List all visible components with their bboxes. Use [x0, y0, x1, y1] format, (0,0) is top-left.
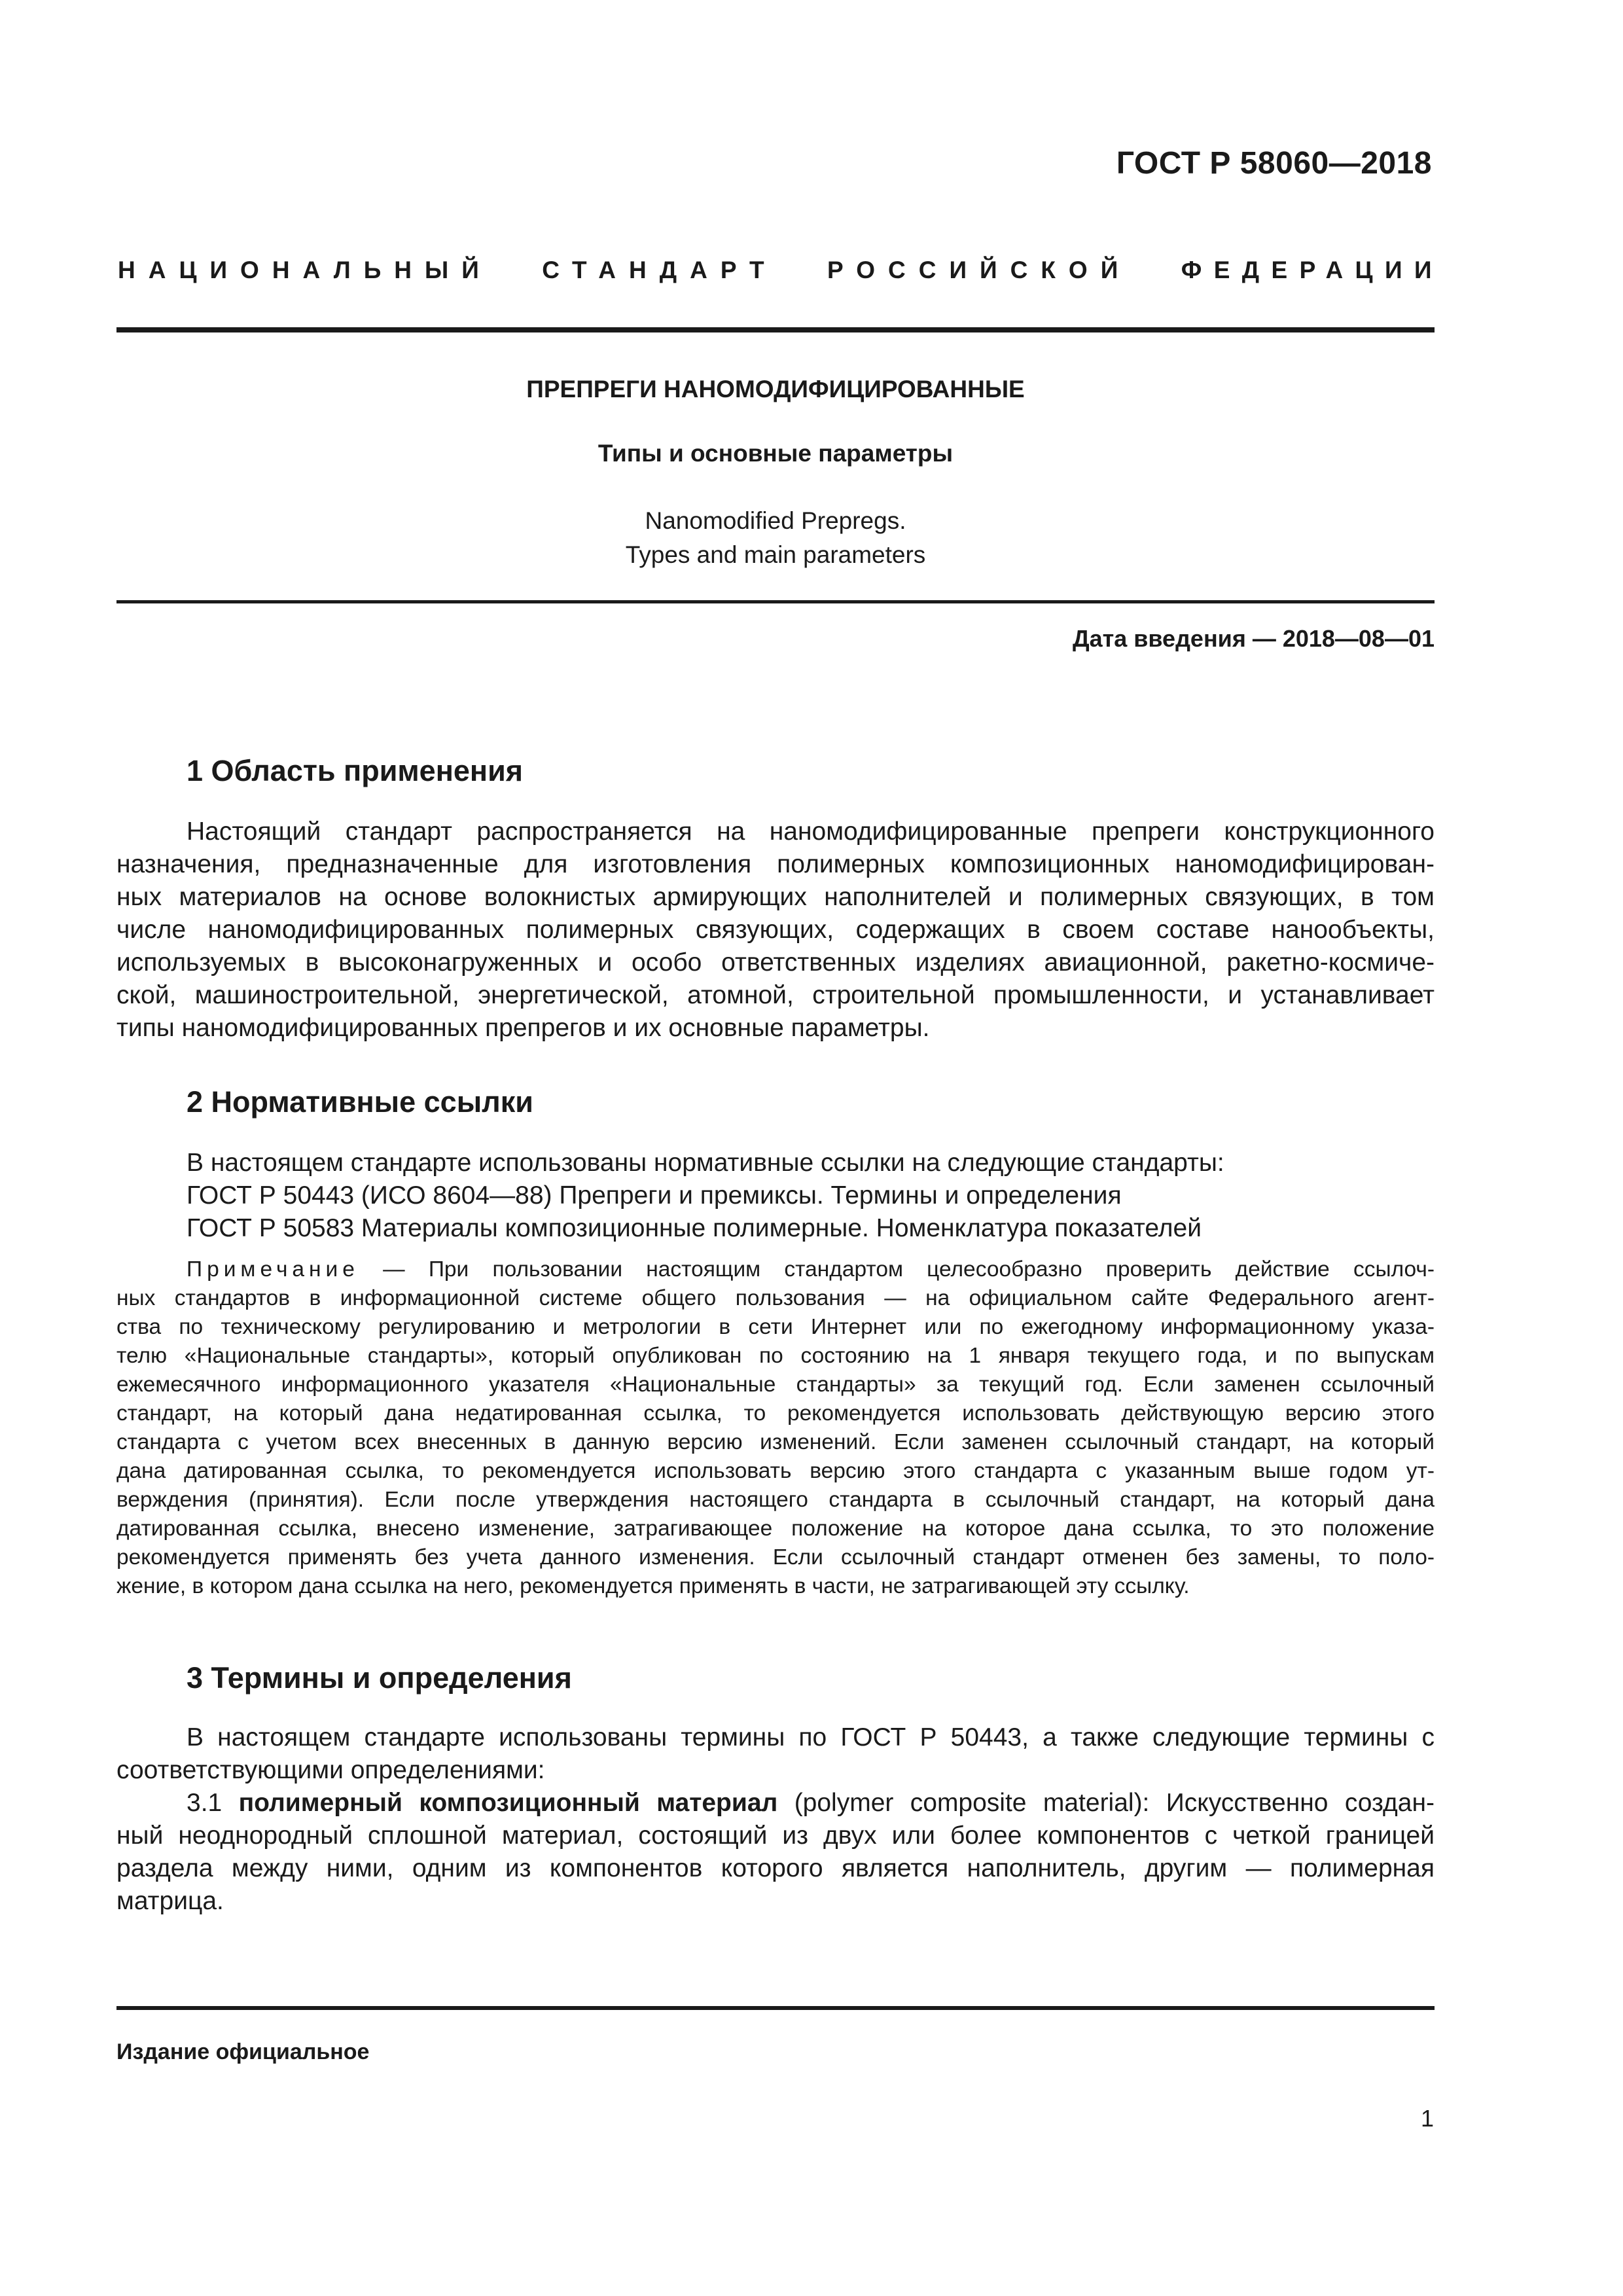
english-title-line-2: Types and main parameters: [625, 541, 926, 568]
section-2-intro: В настоящем стандарте использованы нормативные ссылки на следующие стандарты:: [187, 1149, 1224, 1177]
note-label: Примечание: [187, 1257, 359, 1282]
section-2-note: [116, 1255, 1435, 1601]
note-line: верждения (принятия). Если после утверждения настоящего стандарта в ссылочный стандарт, на который дана: [116, 1488, 1435, 1512]
national-standard-banner: [118, 257, 1444, 284]
note-line: стандарта с учетом всех внесенных в данную версию изменений. Если заменен ссылочный стандарт, на который: [116, 1430, 1435, 1454]
english-title-line-1: Nanomodified Prepregs.: [645, 507, 906, 534]
footer-divider: [116, 2006, 1435, 2010]
section-1-line: числе наномодифицированных полимерных связующих, содержащих в своем составе нанообъекты,: [116, 916, 1435, 944]
introduction-date: Дата введения — 2018—08—01: [1072, 625, 1435, 652]
note-line: жение, в котором дана ссылка на него, рекомендуется применять в части, не затрагивающей эту ссылку.: [116, 1574, 1190, 1598]
english-title: [116, 504, 1435, 572]
term-name: полимерный композиционный материал: [238, 1789, 778, 1817]
banner-word-national: НАЦИОНАЛЬНЫЙ: [118, 257, 492, 283]
term-definition-start: (polymer composite material): Искусственно создан-: [777, 1789, 1435, 1817]
document-title: ПРЕПРЕГИ НАНОМОДИФИЦИРОВАННЫЕ: [526, 376, 1025, 403]
banner-word-standard: СТАНДАРТ: [542, 257, 777, 283]
document-code: ГОСТ Р 58060—2018: [1116, 146, 1432, 181]
note-line: датированная ссылка, внесено изменение, затрагивающее положение на которое дана ссылка, то это положение: [116, 1516, 1435, 1541]
section-3-intro: [116, 1721, 1435, 1787]
note-line: дана датированная ссылка, то рекомендуется использовать версию этого стандарта с указанным выше годом ут-: [116, 1459, 1435, 1483]
note-line: рекомендуется применять без учета данного изменения. Если ссылочный стандарт отменен без замены, то поло-: [116, 1545, 1435, 1570]
title-divider: [116, 600, 1435, 603]
section-1-line: типы наномодифицированных препрегов и их основные параметры.: [116, 1014, 930, 1042]
note-line: стандарт, на который дана недатированная ссылка, то рекомендуется использовать действующую версию этого: [116, 1401, 1435, 1426]
section-1-heading: 1 Область применения: [187, 754, 524, 787]
section-1-line: используемых в высоконагруженных и особо ответственных изделиях авиационной, ракетно-космиче-: [116, 948, 1435, 977]
term-definition-line: ный неоднородный сплошной материал, состоящий из двух или более компонентов с четкой границей: [116, 1821, 1435, 1850]
page-number: 1: [1420, 2105, 1434, 2132]
banner-word-russian: РОССИЙСКОЙ: [827, 257, 1132, 283]
official-edition-label: Издание официальное: [116, 2039, 370, 2064]
banner-word-federation: ФЕДЕРАЦИИ: [1181, 257, 1444, 283]
section-3-intro-line: В настоящем стандарте использованы термины по ГОСТ Р 50443, а также следующие термины с: [187, 1723, 1435, 1751]
note-line: ежемесячного информационного указателя «Национальные стандарты» за текущий год. Если заменен ссылочный: [116, 1372, 1435, 1397]
section-1-line: назначения, предназначенные для изготовления полимерных композиционных наномодифицирован-: [116, 850, 1435, 878]
section-1-line: Настоящий стандарт распространяется на наномодифицированные препреги конструкционного: [187, 817, 1435, 846]
section-1-paragraph: [116, 816, 1435, 1045]
term-number: 3.1: [187, 1789, 223, 1817]
note-line: — При пользовании настоящим стандартом целесообразно проверить действие ссылоч-: [359, 1257, 1435, 1282]
term-definition-line: матрица.: [116, 1887, 224, 1915]
section-2-heading: 2 Нормативные ссылки: [187, 1085, 533, 1119]
note-line: ных стандартов в информационной системе общего пользования — на официальном сайте Федерального агент-: [116, 1286, 1435, 1310]
section-1-line: ных материалов на основе волокнистых армирующих наполнителей и полимерных связующих, в том: [116, 883, 1435, 911]
note-line: ства по техническому регулированию и метрологии в сети Интернет или по ежегодному информационному указа-: [116, 1315, 1435, 1339]
document-subtitle: Типы и основные параметры: [597, 440, 954, 467]
section-3-intro-line: соответствующими определениями:: [116, 1756, 545, 1784]
header-divider: [116, 327, 1435, 332]
normative-reference: ГОСТ Р 50443 (ИСО 8604—88) Препреги и премиксы. Термины и определения: [187, 1181, 1122, 1210]
term-definition-3-1: [116, 1787, 1435, 1918]
section-3-heading: 3 Термины и определения: [187, 1661, 572, 1695]
normative-reference: ГОСТ Р 50583 Материалы композиционные полимерные. Номенклатура показателей: [187, 1214, 1202, 1242]
note-line: телю «Национальные стандарты», который опубликован по состоянию на 1 января текущего года, и по выпускам: [116, 1344, 1435, 1368]
term-definition-line: раздела между ними, одним из компонентов которого является наполнитель, другим — полимерная: [116, 1854, 1435, 1882]
section-1-line: ской, машиностроительной, энергетической, атомной, строительной промышленности, и устанавливает: [116, 981, 1435, 1009]
